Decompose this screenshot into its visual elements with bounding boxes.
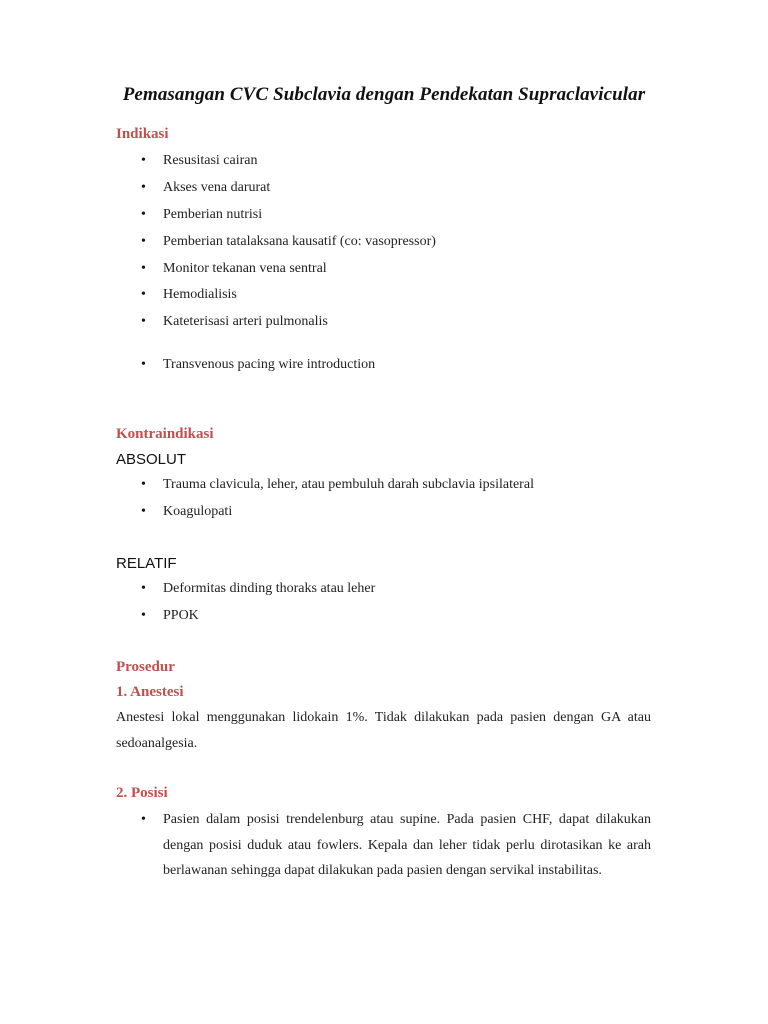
subsection-label-absolut: ABSOLUT bbox=[116, 451, 187, 468]
step-paragraph-anestesi: Anestesi lokal menggunakan lidokain 1%. Tidak dilakukan pada pasien dengan GA atau sedoanalgesia. bbox=[116, 710, 651, 751]
bullet-icon: • bbox=[141, 608, 146, 623]
bullet-icon: • bbox=[141, 153, 146, 168]
bullet-icon: • bbox=[141, 207, 146, 222]
section-heading-indikasi: Indikasi bbox=[116, 126, 169, 142]
list-item: Akses vena darurat bbox=[163, 180, 271, 195]
list-item: Resusitasi cairan bbox=[163, 153, 258, 168]
bullet-icon: • bbox=[141, 261, 146, 276]
list-item: Deformitas dinding thoraks atau leher bbox=[163, 581, 376, 596]
bullet-icon: • bbox=[141, 357, 146, 372]
bullet-icon: • bbox=[141, 477, 146, 492]
step-heading-anestesi: 1. Anestesi bbox=[116, 684, 184, 700]
list-item: Hemodialisis bbox=[163, 287, 237, 302]
section-heading-kontraindikasi: Kontraindikasi bbox=[116, 426, 214, 442]
list-item: Trauma clavicula, leher, atau pembuluh darah subclavia ipsilateral bbox=[163, 477, 534, 492]
list-item: Pemberian nutrisi bbox=[163, 207, 263, 222]
bullet-icon: • bbox=[141, 812, 146, 827]
list-item: Transvenous pacing wire introduction bbox=[163, 357, 376, 372]
bullet-icon: • bbox=[141, 287, 146, 302]
list-item: Pemberian tatalaksana kausatif (co: vasopressor) bbox=[163, 234, 436, 249]
step-paragraph-posisi: Pasien dalam posisi trendelenburg atau supine. Pada pasien CHF, dapat dilakukan dengan posisi duduk atau fowlers. Kepala dan leher tidak perlu dirotasikan ke arah berlawanan sehingga dapat dilakukan pada pasien dengan servikal instabilitas. bbox=[163, 812, 651, 878]
bullet-icon: • bbox=[141, 180, 146, 195]
step-heading-posisi: 2. Posisi bbox=[116, 785, 168, 801]
bullet-icon: • bbox=[141, 504, 146, 519]
list-item: Koagulopati bbox=[163, 504, 233, 519]
section-heading-prosedur: Prosedur bbox=[116, 659, 175, 675]
bullet-icon: • bbox=[141, 234, 146, 249]
subsection-label-relatif: RELATIF bbox=[116, 555, 177, 572]
list-item: PPOK bbox=[163, 608, 199, 623]
list-item: Kateterisasi arteri pulmonalis bbox=[163, 314, 328, 329]
bullet-icon: • bbox=[141, 581, 146, 596]
list-item: Monitor tekanan vena sentral bbox=[163, 261, 327, 276]
bullet-icon: • bbox=[141, 314, 146, 329]
page-title: Pemasangan CVC Subclavia dengan Pendekatan Supraclavicular bbox=[122, 84, 646, 105]
